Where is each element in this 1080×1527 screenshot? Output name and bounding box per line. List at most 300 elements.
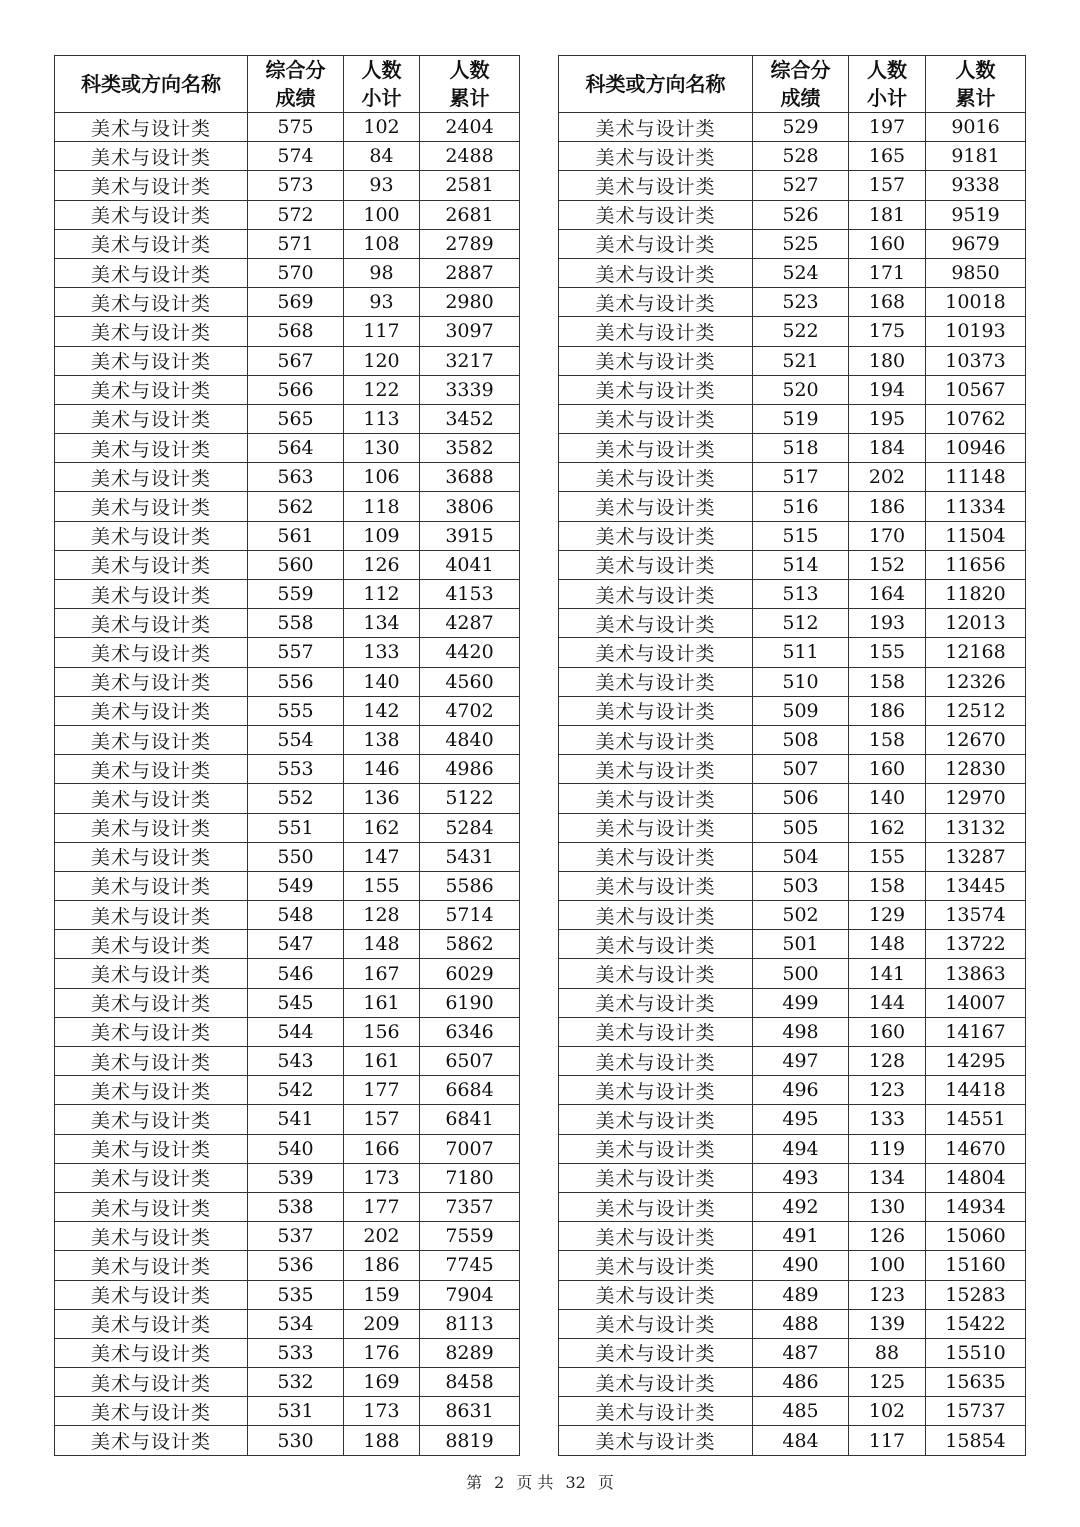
score-cell: 492 bbox=[753, 1192, 849, 1221]
cumulative-cell: 3582 bbox=[420, 434, 520, 463]
table-row bbox=[55, 1017, 520, 1046]
score-cell: 504 bbox=[753, 842, 849, 871]
table-row bbox=[559, 1280, 1026, 1309]
score-cell: 547 bbox=[248, 930, 344, 959]
category-cell: 美术与设计类 bbox=[559, 463, 753, 492]
count-cell: 188 bbox=[344, 1426, 420, 1455]
score-cell: 545 bbox=[248, 988, 344, 1017]
category-cell: 美术与设计类 bbox=[55, 1192, 248, 1221]
header-count-line2: 小计 bbox=[361, 86, 402, 110]
score-cell: 565 bbox=[248, 404, 344, 433]
header-cumulative bbox=[420, 56, 520, 113]
cumulative-cell: 6029 bbox=[420, 959, 520, 988]
count-cell: 158 bbox=[849, 667, 926, 696]
cumulative-cell: 6190 bbox=[420, 988, 520, 1017]
score-cell: 496 bbox=[753, 1076, 849, 1105]
table-row bbox=[55, 317, 520, 346]
category-cell: 美术与设计类 bbox=[55, 755, 248, 784]
cumulative-cell: 10762 bbox=[926, 404, 1026, 433]
category-cell: 美术与设计类 bbox=[55, 1309, 248, 1338]
count-cell: 108 bbox=[344, 229, 420, 258]
category-cell: 美术与设计类 bbox=[559, 288, 753, 317]
count-cell: 194 bbox=[849, 375, 926, 404]
table-row bbox=[559, 346, 1026, 375]
count-cell: 197 bbox=[849, 113, 926, 142]
table-row bbox=[559, 1338, 1026, 1367]
category-cell: 美术与设计类 bbox=[55, 959, 248, 988]
table-row bbox=[55, 901, 520, 930]
cumulative-cell: 9338 bbox=[926, 171, 1026, 200]
cumulative-cell: 2404 bbox=[420, 113, 520, 142]
score-cell: 507 bbox=[753, 755, 849, 784]
header-score-line2: 成绩 bbox=[275, 86, 316, 110]
table-row bbox=[559, 550, 1026, 579]
count-cell: 155 bbox=[849, 842, 926, 871]
score-cell: 551 bbox=[248, 813, 344, 842]
score-cell: 542 bbox=[248, 1076, 344, 1105]
table-row bbox=[55, 871, 520, 900]
cumulative-cell: 12168 bbox=[926, 638, 1026, 667]
category-cell: 美术与设计类 bbox=[55, 229, 248, 258]
count-cell: 134 bbox=[344, 609, 420, 638]
table-row bbox=[55, 1105, 520, 1134]
table-row bbox=[559, 258, 1026, 287]
category-cell: 美术与设计类 bbox=[55, 288, 248, 317]
category-cell: 美术与设计类 bbox=[559, 1134, 753, 1163]
count-cell: 117 bbox=[344, 317, 420, 346]
count-cell: 181 bbox=[849, 200, 926, 229]
table-row bbox=[559, 638, 1026, 667]
category-cell: 美术与设计类 bbox=[55, 434, 248, 463]
cumulative-cell: 8819 bbox=[420, 1426, 520, 1455]
category-cell: 美术与设计类 bbox=[55, 1017, 248, 1046]
table-row bbox=[559, 171, 1026, 200]
score-cell: 546 bbox=[248, 959, 344, 988]
category-cell: 美术与设计类 bbox=[559, 1163, 753, 1192]
header-category: 科类或方向名称 bbox=[559, 56, 753, 113]
table-row bbox=[559, 1134, 1026, 1163]
table-row bbox=[55, 1047, 520, 1076]
table-row bbox=[559, 1397, 1026, 1426]
cumulative-cell: 6684 bbox=[420, 1076, 520, 1105]
table-row bbox=[559, 492, 1026, 521]
header-score bbox=[753, 56, 849, 113]
score-cell: 538 bbox=[248, 1192, 344, 1221]
table-row bbox=[559, 1105, 1026, 1134]
score-cell: 490 bbox=[753, 1251, 849, 1280]
count-cell: 186 bbox=[344, 1251, 420, 1280]
score-cell: 522 bbox=[753, 317, 849, 346]
cumulative-cell: 7357 bbox=[420, 1192, 520, 1221]
header-score-line1: 综合分 bbox=[265, 58, 326, 82]
table-row bbox=[55, 813, 520, 842]
count-cell: 113 bbox=[344, 404, 420, 433]
page-suffix: 页 bbox=[597, 1473, 614, 1492]
cumulative-cell: 12670 bbox=[926, 725, 1026, 754]
cumulative-cell: 8631 bbox=[420, 1397, 520, 1426]
table-row bbox=[559, 1251, 1026, 1280]
score-cell: 515 bbox=[753, 521, 849, 550]
table-row bbox=[55, 521, 520, 550]
category-cell: 美术与设计类 bbox=[55, 1163, 248, 1192]
score-cell: 488 bbox=[753, 1309, 849, 1338]
cumulative-cell: 5122 bbox=[420, 784, 520, 813]
cumulative-cell: 11334 bbox=[926, 492, 1026, 521]
count-cell: 133 bbox=[849, 1105, 926, 1134]
score-cell: 503 bbox=[753, 871, 849, 900]
count-cell: 117 bbox=[849, 1426, 926, 1455]
category-cell: 美术与设计类 bbox=[559, 1338, 753, 1367]
table-row bbox=[55, 113, 520, 142]
cumulative-cell: 5586 bbox=[420, 871, 520, 900]
category-cell: 美术与设计类 bbox=[559, 200, 753, 229]
count-cell: 88 bbox=[849, 1338, 926, 1367]
category-cell: 美术与设计类 bbox=[55, 171, 248, 200]
count-cell: 126 bbox=[344, 550, 420, 579]
cumulative-cell: 14804 bbox=[926, 1163, 1026, 1192]
table-row bbox=[55, 1426, 520, 1455]
score-cell: 514 bbox=[753, 550, 849, 579]
cumulative-cell: 4153 bbox=[420, 580, 520, 609]
score-cell: 530 bbox=[248, 1426, 344, 1455]
score-cell: 553 bbox=[248, 755, 344, 784]
table-row bbox=[55, 842, 520, 871]
table-row bbox=[559, 1163, 1026, 1192]
category-cell: 美术与设计类 bbox=[559, 1280, 753, 1309]
score-cell: 564 bbox=[248, 434, 344, 463]
count-cell: 168 bbox=[849, 288, 926, 317]
score-cell: 540 bbox=[248, 1134, 344, 1163]
count-cell: 123 bbox=[849, 1280, 926, 1309]
category-cell: 美术与设计类 bbox=[559, 550, 753, 579]
table-row bbox=[55, 171, 520, 200]
header-count bbox=[344, 56, 420, 113]
score-cell: 562 bbox=[248, 492, 344, 521]
category-cell: 美术与设计类 bbox=[559, 142, 753, 171]
cumulative-cell: 6841 bbox=[420, 1105, 520, 1134]
count-cell: 140 bbox=[849, 784, 926, 813]
cumulative-cell: 5714 bbox=[420, 901, 520, 930]
cumulative-cell: 15737 bbox=[926, 1397, 1026, 1426]
category-cell: 美术与设计类 bbox=[55, 667, 248, 696]
score-cell: 509 bbox=[753, 696, 849, 725]
category-cell: 美术与设计类 bbox=[559, 725, 753, 754]
count-cell: 118 bbox=[344, 492, 420, 521]
category-cell: 美术与设计类 bbox=[55, 609, 248, 638]
category-cell: 美术与设计类 bbox=[559, 171, 753, 200]
table-row bbox=[559, 434, 1026, 463]
score-cell: 489 bbox=[753, 1280, 849, 1309]
table-row bbox=[559, 1017, 1026, 1046]
category-cell: 美术与设计类 bbox=[55, 988, 248, 1017]
cumulative-cell: 10567 bbox=[926, 375, 1026, 404]
score-cell: 563 bbox=[248, 463, 344, 492]
page-footer bbox=[0, 1470, 1080, 1493]
table-row bbox=[559, 988, 1026, 1017]
score-cell: 528 bbox=[753, 142, 849, 171]
score-cell: 569 bbox=[248, 288, 344, 317]
table-row bbox=[559, 1222, 1026, 1251]
count-cell: 140 bbox=[344, 667, 420, 696]
count-cell: 161 bbox=[344, 988, 420, 1017]
cumulative-cell: 8458 bbox=[420, 1368, 520, 1397]
score-cell: 548 bbox=[248, 901, 344, 930]
count-cell: 173 bbox=[344, 1163, 420, 1192]
count-cell: 139 bbox=[849, 1309, 926, 1338]
category-cell: 美术与设计类 bbox=[55, 317, 248, 346]
category-cell: 美术与设计类 bbox=[559, 580, 753, 609]
count-cell: 164 bbox=[849, 580, 926, 609]
score-cell: 541 bbox=[248, 1105, 344, 1134]
count-cell: 100 bbox=[849, 1251, 926, 1280]
count-cell: 162 bbox=[849, 813, 926, 842]
score-cell: 560 bbox=[248, 550, 344, 579]
cumulative-cell: 14418 bbox=[926, 1076, 1026, 1105]
cumulative-cell: 3452 bbox=[420, 404, 520, 433]
cumulative-cell: 7745 bbox=[420, 1251, 520, 1280]
cumulative-cell: 8289 bbox=[420, 1338, 520, 1367]
score-cell: 536 bbox=[248, 1251, 344, 1280]
cumulative-cell: 13722 bbox=[926, 930, 1026, 959]
header-cumulative-line2: 累计 bbox=[449, 86, 490, 110]
count-cell: 157 bbox=[344, 1105, 420, 1134]
category-cell: 美术与设计类 bbox=[55, 1368, 248, 1397]
page-middle: 页 共 bbox=[516, 1473, 554, 1492]
score-cell: 497 bbox=[753, 1047, 849, 1076]
score-cell: 554 bbox=[248, 725, 344, 754]
table-row bbox=[55, 1076, 520, 1105]
table-row bbox=[559, 959, 1026, 988]
category-cell: 美术与设计类 bbox=[559, 755, 753, 784]
count-cell: 177 bbox=[344, 1192, 420, 1221]
cumulative-cell: 14934 bbox=[926, 1192, 1026, 1221]
cumulative-cell: 3097 bbox=[420, 317, 520, 346]
cumulative-cell: 4702 bbox=[420, 696, 520, 725]
count-cell: 123 bbox=[849, 1076, 926, 1105]
table-row bbox=[55, 667, 520, 696]
cumulative-cell: 12970 bbox=[926, 784, 1026, 813]
table-row bbox=[559, 1368, 1026, 1397]
header-score bbox=[248, 56, 344, 113]
table-header-row bbox=[55, 56, 520, 113]
count-cell: 133 bbox=[344, 638, 420, 667]
cumulative-cell: 14295 bbox=[926, 1047, 1026, 1076]
score-cell: 486 bbox=[753, 1368, 849, 1397]
count-cell: 98 bbox=[344, 258, 420, 287]
category-cell: 美术与设计类 bbox=[559, 317, 753, 346]
score-cell: 537 bbox=[248, 1222, 344, 1251]
table-row bbox=[55, 784, 520, 813]
category-cell: 美术与设计类 bbox=[55, 1251, 248, 1280]
score-cell: 556 bbox=[248, 667, 344, 696]
cumulative-cell: 5284 bbox=[420, 813, 520, 842]
cumulative-cell: 9181 bbox=[926, 142, 1026, 171]
table-row bbox=[559, 1076, 1026, 1105]
category-cell: 美术与设计类 bbox=[55, 346, 248, 375]
category-cell: 美术与设计类 bbox=[55, 1076, 248, 1105]
count-cell: 209 bbox=[344, 1309, 420, 1338]
table-row bbox=[55, 988, 520, 1017]
count-cell: 170 bbox=[849, 521, 926, 550]
count-cell: 177 bbox=[344, 1076, 420, 1105]
category-cell: 美术与设计类 bbox=[559, 901, 753, 930]
score-cell: 570 bbox=[248, 258, 344, 287]
table-row bbox=[55, 959, 520, 988]
count-cell: 155 bbox=[344, 871, 420, 900]
cumulative-cell: 4840 bbox=[420, 725, 520, 754]
category-cell: 美术与设计类 bbox=[55, 842, 248, 871]
count-cell: 84 bbox=[344, 142, 420, 171]
category-cell: 美术与设计类 bbox=[55, 725, 248, 754]
score-cell: 559 bbox=[248, 580, 344, 609]
header-score-line2: 成绩 bbox=[780, 86, 821, 110]
score-cell: 557 bbox=[248, 638, 344, 667]
table-row bbox=[55, 1163, 520, 1192]
table-row bbox=[559, 1192, 1026, 1221]
table-row bbox=[55, 1222, 520, 1251]
header-cumulative bbox=[926, 56, 1026, 113]
cumulative-cell: 2789 bbox=[420, 229, 520, 258]
cumulative-cell: 13132 bbox=[926, 813, 1026, 842]
category-cell: 美术与设计类 bbox=[55, 1047, 248, 1076]
table-row bbox=[55, 229, 520, 258]
cumulative-cell: 2980 bbox=[420, 288, 520, 317]
cumulative-cell: 7180 bbox=[420, 1163, 520, 1192]
score-cell: 498 bbox=[753, 1017, 849, 1046]
score-cell: 501 bbox=[753, 930, 849, 959]
cumulative-cell: 12326 bbox=[926, 667, 1026, 696]
table-row bbox=[55, 1309, 520, 1338]
table-row bbox=[55, 492, 520, 521]
score-cell: 550 bbox=[248, 842, 344, 871]
category-cell: 美术与设计类 bbox=[559, 258, 753, 287]
cumulative-cell: 2681 bbox=[420, 200, 520, 229]
score-cell: 531 bbox=[248, 1397, 344, 1426]
table-row bbox=[55, 1338, 520, 1367]
score-cell: 555 bbox=[248, 696, 344, 725]
count-cell: 125 bbox=[849, 1368, 926, 1397]
cumulative-cell: 13445 bbox=[926, 871, 1026, 900]
cumulative-cell: 14007 bbox=[926, 988, 1026, 1017]
count-cell: 109 bbox=[344, 521, 420, 550]
count-cell: 171 bbox=[849, 258, 926, 287]
category-cell: 美术与设计类 bbox=[559, 1192, 753, 1221]
score-cell: 521 bbox=[753, 346, 849, 375]
table-row bbox=[559, 317, 1026, 346]
count-cell: 175 bbox=[849, 317, 926, 346]
category-cell: 美术与设计类 bbox=[55, 550, 248, 579]
count-cell: 167 bbox=[344, 959, 420, 988]
cumulative-cell: 10946 bbox=[926, 434, 1026, 463]
cumulative-cell: 15422 bbox=[926, 1309, 1026, 1338]
score-table-right bbox=[558, 55, 1026, 1456]
table-row bbox=[55, 1397, 520, 1426]
score-cell: 511 bbox=[753, 638, 849, 667]
category-cell: 美术与设计类 bbox=[55, 638, 248, 667]
table-row bbox=[559, 1426, 1026, 1455]
table-row bbox=[55, 696, 520, 725]
score-cell: 533 bbox=[248, 1338, 344, 1367]
count-cell: 157 bbox=[849, 171, 926, 200]
score-cell: 526 bbox=[753, 200, 849, 229]
table-row bbox=[559, 930, 1026, 959]
table-row bbox=[55, 1251, 520, 1280]
category-cell: 美术与设计类 bbox=[55, 404, 248, 433]
score-cell: 495 bbox=[753, 1105, 849, 1134]
table-row bbox=[55, 375, 520, 404]
category-cell: 美术与设计类 bbox=[55, 1105, 248, 1134]
table-row bbox=[55, 609, 520, 638]
score-cell: 539 bbox=[248, 1163, 344, 1192]
table-row bbox=[55, 725, 520, 754]
table-row bbox=[559, 200, 1026, 229]
cumulative-cell: 13574 bbox=[926, 901, 1026, 930]
score-table-left bbox=[54, 55, 520, 1456]
score-cell: 518 bbox=[753, 434, 849, 463]
count-cell: 126 bbox=[849, 1222, 926, 1251]
category-cell: 美术与设计类 bbox=[55, 258, 248, 287]
score-cell: 484 bbox=[753, 1426, 849, 1455]
category-cell: 美术与设计类 bbox=[55, 1397, 248, 1426]
cumulative-cell: 15283 bbox=[926, 1280, 1026, 1309]
score-cell: 566 bbox=[248, 375, 344, 404]
category-cell: 美术与设计类 bbox=[559, 1368, 753, 1397]
count-cell: 176 bbox=[344, 1338, 420, 1367]
table-row bbox=[55, 463, 520, 492]
category-cell: 美术与设计类 bbox=[55, 1222, 248, 1251]
cumulative-cell: 13287 bbox=[926, 842, 1026, 871]
category-cell: 美术与设计类 bbox=[559, 1047, 753, 1076]
score-cell: 508 bbox=[753, 725, 849, 754]
category-cell: 美术与设计类 bbox=[55, 375, 248, 404]
score-cell: 568 bbox=[248, 317, 344, 346]
count-cell: 169 bbox=[344, 1368, 420, 1397]
table-row bbox=[559, 871, 1026, 900]
score-cell: 544 bbox=[248, 1017, 344, 1046]
header-score-line1: 综合分 bbox=[770, 58, 831, 82]
table-row bbox=[55, 288, 520, 317]
category-cell: 美术与设计类 bbox=[55, 871, 248, 900]
count-cell: 202 bbox=[849, 463, 926, 492]
cumulative-cell: 15854 bbox=[926, 1426, 1026, 1455]
count-cell: 195 bbox=[849, 404, 926, 433]
table-row bbox=[55, 930, 520, 959]
score-cell: 575 bbox=[248, 113, 344, 142]
category-cell: 美术与设计类 bbox=[559, 434, 753, 463]
cumulative-cell: 3339 bbox=[420, 375, 520, 404]
score-cell: 571 bbox=[248, 229, 344, 258]
score-cell: 512 bbox=[753, 609, 849, 638]
table-row bbox=[559, 696, 1026, 725]
table-row bbox=[559, 842, 1026, 871]
cumulative-cell: 14551 bbox=[926, 1105, 1026, 1134]
score-cell: 520 bbox=[753, 375, 849, 404]
count-cell: 162 bbox=[344, 813, 420, 842]
count-cell: 142 bbox=[344, 696, 420, 725]
count-cell: 130 bbox=[849, 1192, 926, 1221]
table-row bbox=[55, 638, 520, 667]
cumulative-cell: 11820 bbox=[926, 580, 1026, 609]
cumulative-cell: 13863 bbox=[926, 959, 1026, 988]
table-row bbox=[559, 113, 1026, 142]
category-cell: 美术与设计类 bbox=[559, 842, 753, 871]
cumulative-cell: 9850 bbox=[926, 258, 1026, 287]
cumulative-cell: 3915 bbox=[420, 521, 520, 550]
score-cell: 487 bbox=[753, 1338, 849, 1367]
category-cell: 美术与设计类 bbox=[55, 580, 248, 609]
category-cell: 美术与设计类 bbox=[559, 1309, 753, 1338]
cumulative-cell: 7559 bbox=[420, 1222, 520, 1251]
